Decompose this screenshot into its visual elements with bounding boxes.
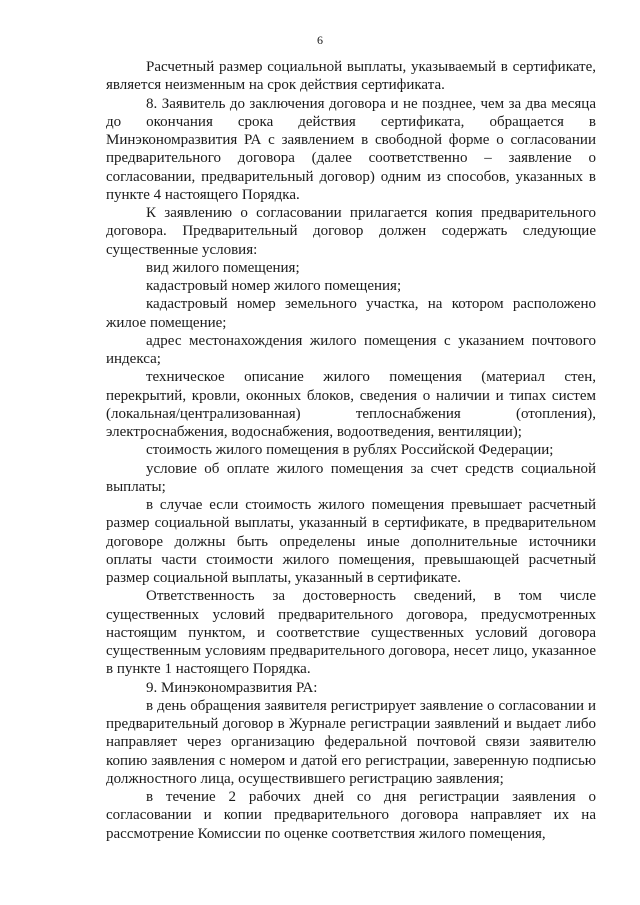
paragraph: в течение 2 рабочих дней со дня регистрации заявления о согласовании и копии предварительного договора направляет их на рассмотрение Комиссии по оценке соответствия жилого помещения, — [106, 789, 596, 842]
paragraph: Ответственность за достоверность сведений, в том числе существенных условий предварительного договора, предусмотренных настоящим пунктом, и соответствие существенных условий договора существенным условиям предварительного договора, несет лицо, указанное в пункте 1 настоящего Порядка. — [106, 588, 596, 678]
paragraph: кадастровый номер жилого помещения; — [146, 278, 402, 294]
paragraph: вид жилого помещения; — [146, 259, 300, 276]
paragraph: Расчетный размер социальной выплаты, указываемый в сертификате, является неизменным на срок действия сертификата. — [106, 59, 596, 94]
paragraph: К заявлению о согласовании прилагается копия предварительного договора. Предварительный договор должен содержать следующие существенные условия: — [106, 205, 596, 258]
page-number: 6 — [317, 33, 323, 47]
paragraph: кадастровый номер земельного участка, на котором расположено жилое помещение; — [106, 296, 596, 331]
paragraph: техническое описание жилого помещения (материал стен, перекрытий, кровли, оконных блоков, сведения о наличии и типах систем (локальная/централизованная) теплоснабжения (отопления), электроснабжения, водоснабжения, водоотведения, вентиляции); — [106, 369, 596, 440]
paragraph: в день обращения заявителя регистрирует заявление о согласовании и предварительный договор в Журнале регистрации заявлений и выдает либо направляет через организацию федеральной почтовой связи заявителю копию заявления с номером и датой его регистрации, заверенную подписью должностного лица, осуществившего регистрацию заявления; — [106, 697, 596, 787]
paragraph: адрес местонахождения жилого помещения с указанием почтового индекса; — [106, 332, 596, 367]
paragraph: в случае если стоимость жилого помещения превышает расчетный размер социальной выплаты, указанный в сертификате, в предварительном договоре должны быть определены иные дополнительные источники оплаты части стоимости жилого помещения, превышающей расчетный размер социальной выплаты, указанный в сертификате. — [106, 497, 596, 586]
paragraph: условие об оплате жилого помещения за счет средств социальной выплаты; — [106, 460, 596, 495]
paragraph: стоимость жилого помещения в рублях Российской Федерации; — [146, 442, 554, 459]
document-body — [106, 58, 596, 843]
paragraph: 9. Минэкономразвития РА: — [146, 679, 318, 696]
paragraph: 8. Заявитель до заключения договора и не позднее, чем за два месяца до окончания срока действия сертификата, обращается в Минэкономразвития РА с заявлением в свободной форме о согласовании предварительного договора (далее соответственно – заявление о согласовании, предварительный договор) одним из способов, указанных в пункте 4 настоящего Порядка. — [106, 95, 596, 203]
